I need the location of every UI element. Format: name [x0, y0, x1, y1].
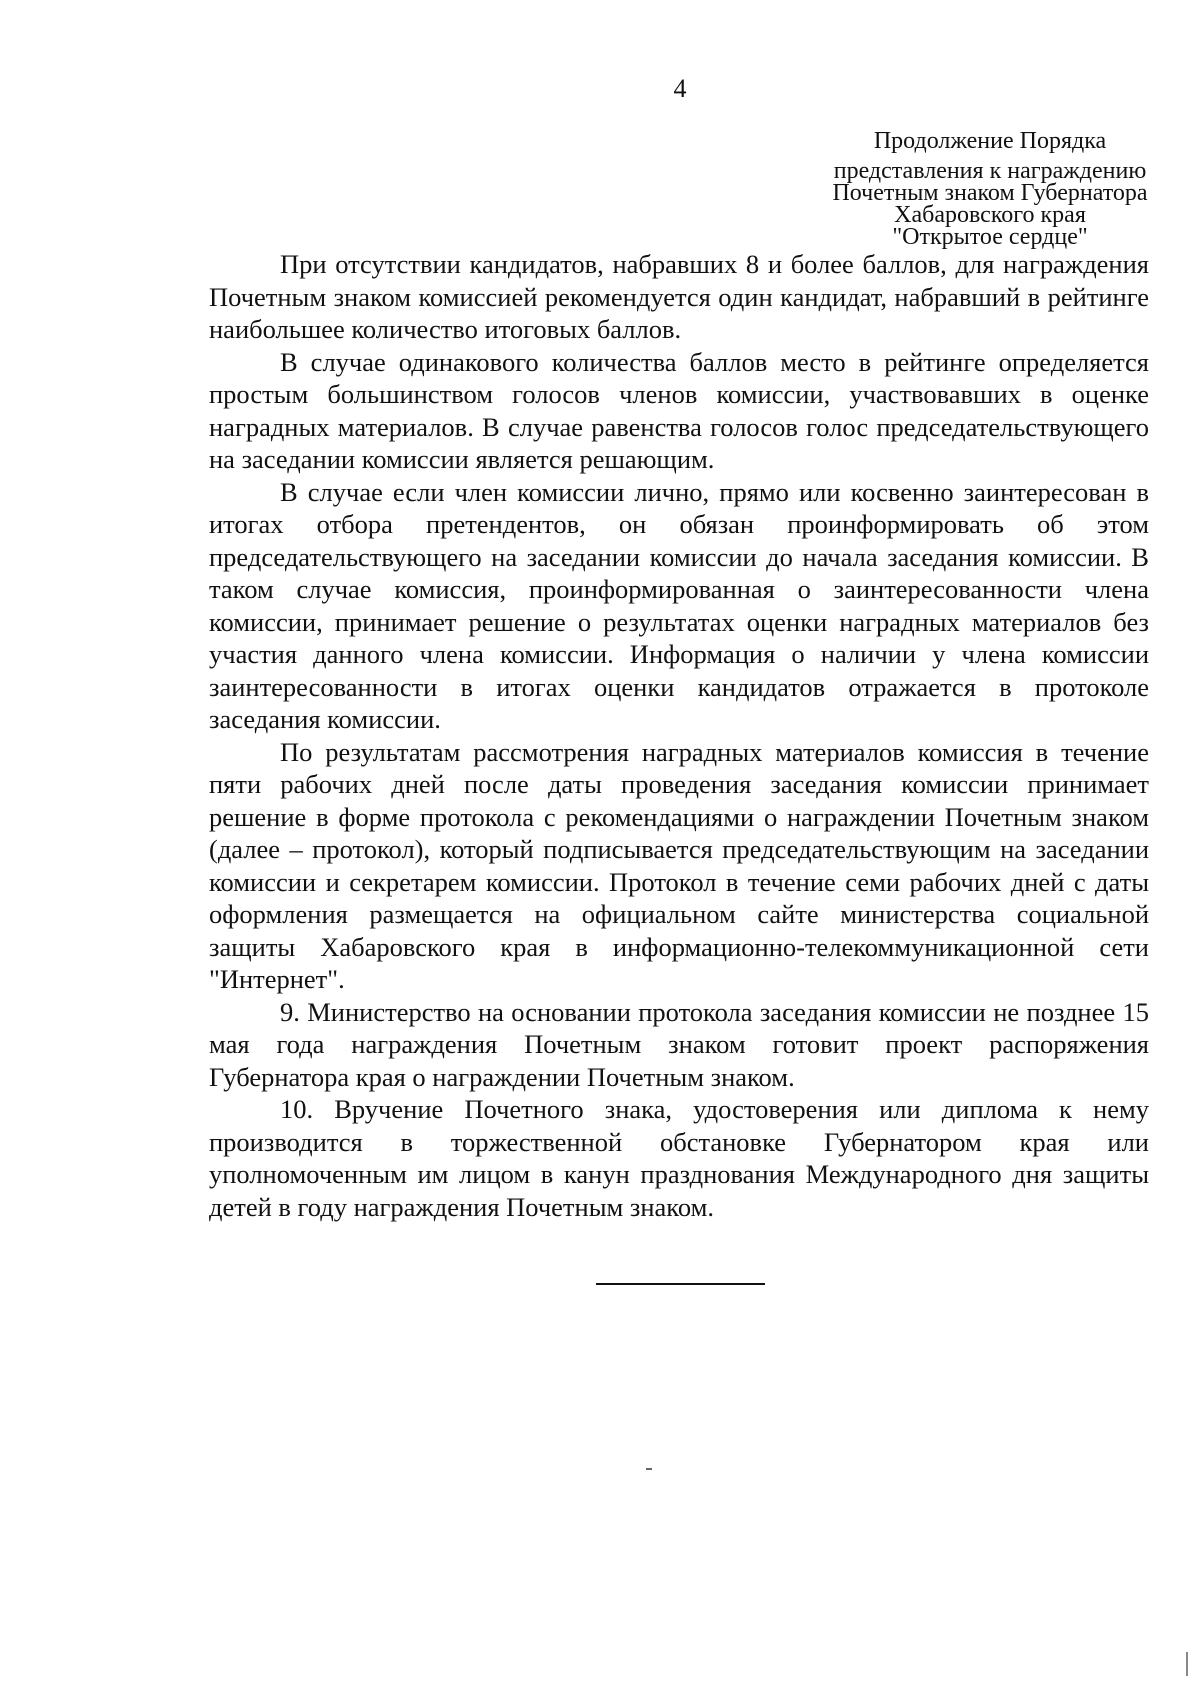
document-body [209, 248, 1149, 1223]
header-line: "Открытое сердце" [892, 224, 1088, 250]
header-line: Почетным знаком Губернатора [832, 180, 1148, 206]
document-header-block [780, 126, 1200, 248]
header-line: представления к награждению [833, 158, 1147, 184]
header-line: Хабаровского края [894, 202, 1086, 228]
header-line: Продолжение Порядка [873, 128, 1107, 154]
paragraph-no-candidates: При отсутствии кандидатов, набравших 8 и более баллов, для награждения Почетным знаком комиссией рекомендуется один кандидат, набравший в рейтинге наибольшее количество итоговых баллов. [209, 249, 1149, 344]
paragraph-protocol-decision: По результатам рассмотрения наградных материалов комиссия в течение пяти рабочих дней после даты проведения заседания комиссии принимает решение в форме протокола с рекомендациями о награждении Почетным знаком (далее – протокол), который подписывается председательствующим на заседании комиссии и секретарем комиссии. Протокол в течение семи рабочих дней с даты оформления размещается на официальном сайте министерства социальной защиты Хабаровского края в информационно-телекоммуникационной сети "Интернет". [209, 736, 1149, 994]
paragraph-item-10: 10. Вручение Почетного знака, удостоверения или диплома к нему производится в торжественной обстановке Губернатором края или уполномоченным им лицом в канун празднования Международного дня защиты детей в году награждения Почетным знаком. [209, 1094, 1149, 1222]
end-separator-line [596, 1283, 765, 1285]
scan-edge-mark [1186, 1652, 1188, 1676]
paragraph-conflict-of-interest: В случае если член комиссии лично, прямо или косвенно заинтересован в итогах отбора претендентов, он обязан проинформировать об этом председательствующего на заседании комиссии до начала заседания комиссии. В таком случае комиссия, проинформированная о заинтересованности члена комиссии, принимает решение о результатах оценки наградных материалов без участия данного члена комиссии. Информация о наличии у члена комиссии заинтересованности в итогах оценки кандидатов отражается в протоколе заседания комиссии. [209, 476, 1149, 734]
paragraph-item-9: 9. Министерство на основании протокола заседания комиссии не позднее 15 мая года награждения Почетным знаком готовит проект распоряжения Губернатора края о награждении Почетным знаком. [209, 996, 1149, 1092]
page-number: 4 [673, 74, 687, 103]
scan-speck [646, 1468, 652, 1470]
paragraph-equal-scores: В случае одинакового количества баллов место в рейтинге определяется простым большинством голосов членов комиссии, участвовавших в оценке наградных материалов. В случае равенства голосов голос председательствующего на заседании комиссии является решающим. [209, 346, 1149, 474]
